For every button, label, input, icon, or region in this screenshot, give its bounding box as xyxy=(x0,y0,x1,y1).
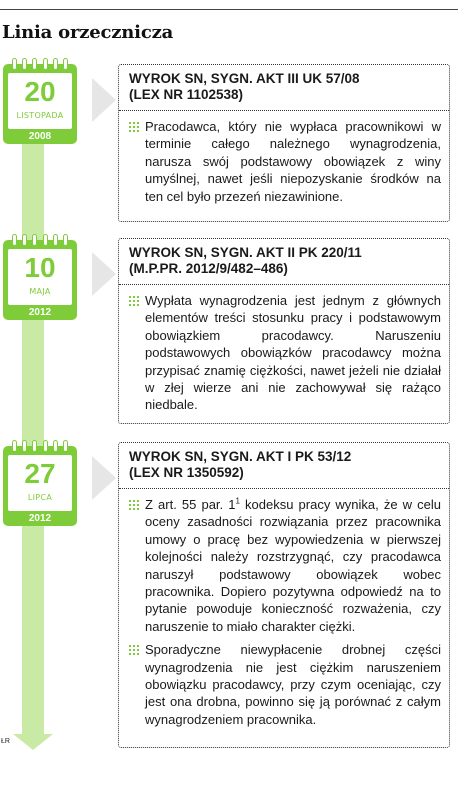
dots-bullet-icon xyxy=(129,500,139,510)
dots-bullet-icon xyxy=(129,122,139,132)
calendar-day: 20 xyxy=(24,76,56,107)
superscript-1: 1 xyxy=(235,496,240,506)
ruling-signature: WYROK SN, SYGN. AKT II PK 220/11 xyxy=(129,245,362,260)
dots-bullet-icon xyxy=(129,296,139,306)
ruling-paragraph xyxy=(129,292,441,414)
ruling-paragraph-text: Wypłata wynagrodzenia jest jednym z głównych elementów treści stosunku pracy i podstawowym obowiązkiem pracodawcy. Naruszeniu podstawowych obowiązków pracodawcy można przypisać znamię ciężkości, nawet jeżeli nie działał w złej wierze ani nie zachowywał się rażąco niedbale. xyxy=(145,293,441,413)
calendar-page xyxy=(8,249,72,305)
ruling-paragraph-text: Z art. 55 par. 1 xyxy=(145,497,236,512)
author-credit: ŁR xyxy=(1,738,10,745)
calendar-year: 2012 xyxy=(28,307,52,318)
calendar-icon xyxy=(3,240,77,320)
ruling-heading xyxy=(119,239,449,285)
calendar-day: 10 xyxy=(24,252,56,283)
calendar-year: 2012 xyxy=(28,513,52,524)
ruling-body xyxy=(119,489,449,738)
calendar-icon xyxy=(3,446,77,526)
ruling-signature: WYROK SN, SYGN. AKT III UK 57/08 xyxy=(129,71,360,86)
ruling-heading xyxy=(119,65,449,111)
ruling-paragraph xyxy=(129,118,441,205)
calendar-year: 2008 xyxy=(28,131,52,142)
ruling-paragraph xyxy=(129,496,441,635)
calendar-page xyxy=(8,455,72,511)
ruling-paragraph-text: Pracodawca, który nie wypłaca pracownikowi w terminie całego należnego wynagrodzenia, narusza swój podstawowy obowiązek z winy umyślnej, nawet jeśli niepozyskanie środków na ten cel było przezeń niezawinione. xyxy=(145,119,441,204)
timeline-arrow xyxy=(13,734,53,750)
calendar-rings xyxy=(12,234,68,246)
ruling-body xyxy=(119,111,449,215)
calendar-day: 27 xyxy=(24,458,56,489)
ruling-paragraph xyxy=(129,641,441,728)
calendar-rings xyxy=(12,440,68,452)
page-title: Linia orzecznicza xyxy=(2,22,174,43)
pointer-arrow-icon xyxy=(92,78,116,122)
calendar-rings xyxy=(12,58,68,70)
ruling-signature: WYROK SN, SYGN. AKT I PK 53/12 xyxy=(129,449,352,464)
timeline-bar xyxy=(22,80,44,735)
ruling-paragraph-text: kodeksu pracy wynika, że w celu oceny zasadności rozwiązania przez pracownika umowy o pracę bez wypowiedzenia w pierwszej kolejności należy rozstrzygnąć, czy pracodawca naruszył podstawowy obowiązek wobec pracownika. Dopiero pozytywna odpowiedź na to pytanie powoduje konieczność rozważenia, czy naruszenie to miało charakter ciężki. xyxy=(145,497,441,634)
pointer-arrow-icon xyxy=(92,252,116,296)
calendar-month: LISTOPADA xyxy=(16,111,64,120)
pointer-arrow-icon xyxy=(92,456,116,500)
calendar-month: MAJA xyxy=(29,287,51,296)
ruling-body xyxy=(119,285,449,424)
ruling-card xyxy=(118,442,450,748)
ruling-source: (LEX NR 1350592) xyxy=(129,465,244,480)
ruling-source: (LEX NR 1102538) xyxy=(129,87,244,102)
calendar-page xyxy=(8,73,72,129)
ruling-heading xyxy=(119,443,449,489)
dots-bullet-icon xyxy=(129,645,139,655)
ruling-card xyxy=(118,64,450,222)
ruling-card xyxy=(118,238,450,424)
calendar-month: LIPCA xyxy=(27,493,53,502)
calendar-icon xyxy=(3,64,77,144)
ruling-paragraph-text: Sporadyczne niewypłacenie drobnej części wynagrodzenia nie jest ciężkim naruszeniem obowiązku pracodawcy, przy czym oceniając, czy jest ona drobna, powinno się ją porównać z całym wynagrodzeniem pracownika. xyxy=(145,642,441,727)
top-rule xyxy=(0,9,458,10)
ruling-source: (M.P.PR. 2012/9/482–486) xyxy=(129,261,288,276)
